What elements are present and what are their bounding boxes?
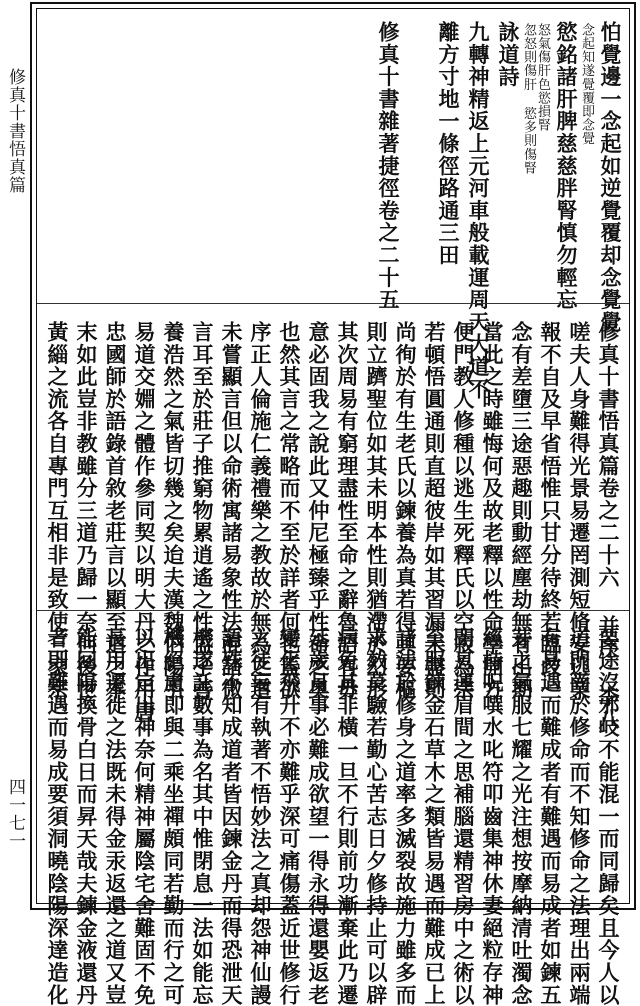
text-column: 其次周易有窮理盡性至命之辭魯語有毋 [335, 321, 360, 701]
text-column: 當此之時雖悔何及故老釋以性命學開方 [480, 321, 505, 701]
text-column: 忽怒則傷肝 慾多則傷腎 [521, 23, 536, 175]
text-column: 能回陽換骨白日而昇天哉夫鍊金液還丹 [74, 627, 99, 1006]
text-column: 易道交婣之體作參同契以明大丹之作用唐 [132, 321, 157, 723]
text-column: 言耳至於莊子推窮物累逍遙之性孟子善 [190, 321, 215, 701]
side-book-title: 修真十書悟真篇 [5, 68, 25, 194]
text-column: 延歲月事必難成欲望一得永得還嬰返老 [306, 627, 331, 1006]
text-column: 忠國師於語錄首敘老莊言以顯至道之本 [103, 321, 128, 701]
text-column: 有易遇而難成者有難遇而易成者如鍊五 [538, 627, 563, 1006]
text-block-top [37, 9, 629, 401]
text-column: 者則難遇而易成要須洞曉陰陽深達造化 [45, 627, 70, 1006]
text-column: 以出定出神奈何精神屬陰宅舍難固不免 [132, 627, 157, 1006]
text-column: 報不自及早省悟惟只甘分待終若臨歧一 [538, 321, 563, 701]
text-column: 怕覺邊一念起如逆覺覆却念覺覺 [598, 21, 623, 334]
page-inner-border [36, 8, 630, 1006]
text-column: 九轉神精返上元河車般載運周天大道不 [466, 21, 491, 401]
text-column: 要途沒邪岐不能混一而同歸矣且今人以 [596, 627, 621, 1006]
text-column: 則立躋聖位如其未明本性則猶滯於幻形 [364, 321, 389, 701]
text-column: 之徒妄有執著不悟妙法之真却怨神仙謾 [248, 627, 273, 1006]
side-page-number: 四一七一 [5, 778, 25, 850]
text-column: 諸法於修身之道率多滅裂故施力雖多而 [393, 627, 418, 1006]
text-column: 意必固我之說此又仲尼極臻乎性命之奧 [306, 321, 331, 701]
text-column: 末如此豈非教雖分三道乃歸一奈何後世 [74, 321, 99, 701]
section-divider [37, 303, 629, 304]
text-column: 慾銘諸肝脾慈慈胖腎慎勿輕忘 [554, 21, 579, 311]
text-column: 若頓悟圓通則直超彼岸如其習漏未盡則 [422, 321, 447, 701]
text-column: 念有差墮三途惡趣則動經塵劫無有出期 [509, 321, 534, 701]
section-divider [37, 610, 629, 611]
page-frame [30, 2, 636, 1006]
text-column: 序正人倫施仁義禮樂之教故於無為之道 [248, 321, 273, 701]
text-column: 也然其言之常略而不至於詳者何也蓋欲 [277, 321, 302, 701]
text-column: 離方寸地一條徑路通三田 [436, 21, 461, 267]
text-column: 機遂託數事為名其中惟閉息一法如能忘 [190, 627, 215, 1006]
text-column: 語殊不知成道者皆因鍊金丹而得恐泄天 [219, 627, 244, 1006]
text-column: 養浩然之氣皆切幾之矣迨夫漢魏伯陽引 [161, 321, 186, 701]
text-column: 變化飛升不亦難乎深可痛傷蓋近世修行 [277, 627, 302, 1006]
text-column: 尚徇於有生老氏以鍊養為真若得其要樞 [393, 321, 418, 701]
text-column: 便門教人修種以逃生死釋氏以空寂為宗 [451, 321, 476, 701]
text-column: 黃緇之流各自專門互相非是致使三家宗 [45, 321, 70, 701]
text-column: 念起知遂覺覆即念覺 [579, 23, 594, 146]
text-column: 閉息運眉間之思補腦還精習房中之術以 [451, 627, 476, 1006]
text-column: 道門尚於修命而不知修命之法理出兩端 [567, 627, 592, 1006]
text-column: 經持呪噀水叱符叩齒集神休妻絕粒存神 [480, 627, 505, 1006]
text-column: 怒氣傷肝色慾損腎 [535, 23, 550, 132]
text-block-middle [37, 309, 629, 731]
text-column: 芽之氣服七耀之光注想按摩納清吐濁念 [509, 627, 534, 1006]
text-column: 詠道詩 [496, 21, 521, 88]
text-column: 病免其非橫一旦不行則前功漸棄此乃遷 [335, 627, 360, 1006]
text-column: 修真十書悟真篇卷之二十六 并序 李八 [596, 321, 621, 731]
text-column: 未嘗顯言但以命術寓諸易象性法混諸微 [219, 321, 244, 701]
text-column: 至服鍊金石草木之類皆易遇而難成已上 [422, 627, 447, 1006]
text-column: 修真十書雜著捷徑卷之二十五 [376, 21, 401, 311]
text-column: 求效莫驗若勤心苦志日夕修持止可以辟 [364, 627, 389, 1006]
text-column: 機絕慮即與二乘坐禪頗同若勤而行之可 [161, 627, 186, 1006]
text-column: 嗟夫人身難得光景易遷罔測短脩安逃業 [567, 321, 592, 701]
text-block-bottom [37, 615, 629, 1006]
text-column: 長用遷徙之法既未得金汞返還之道又豈 [103, 627, 128, 1006]
